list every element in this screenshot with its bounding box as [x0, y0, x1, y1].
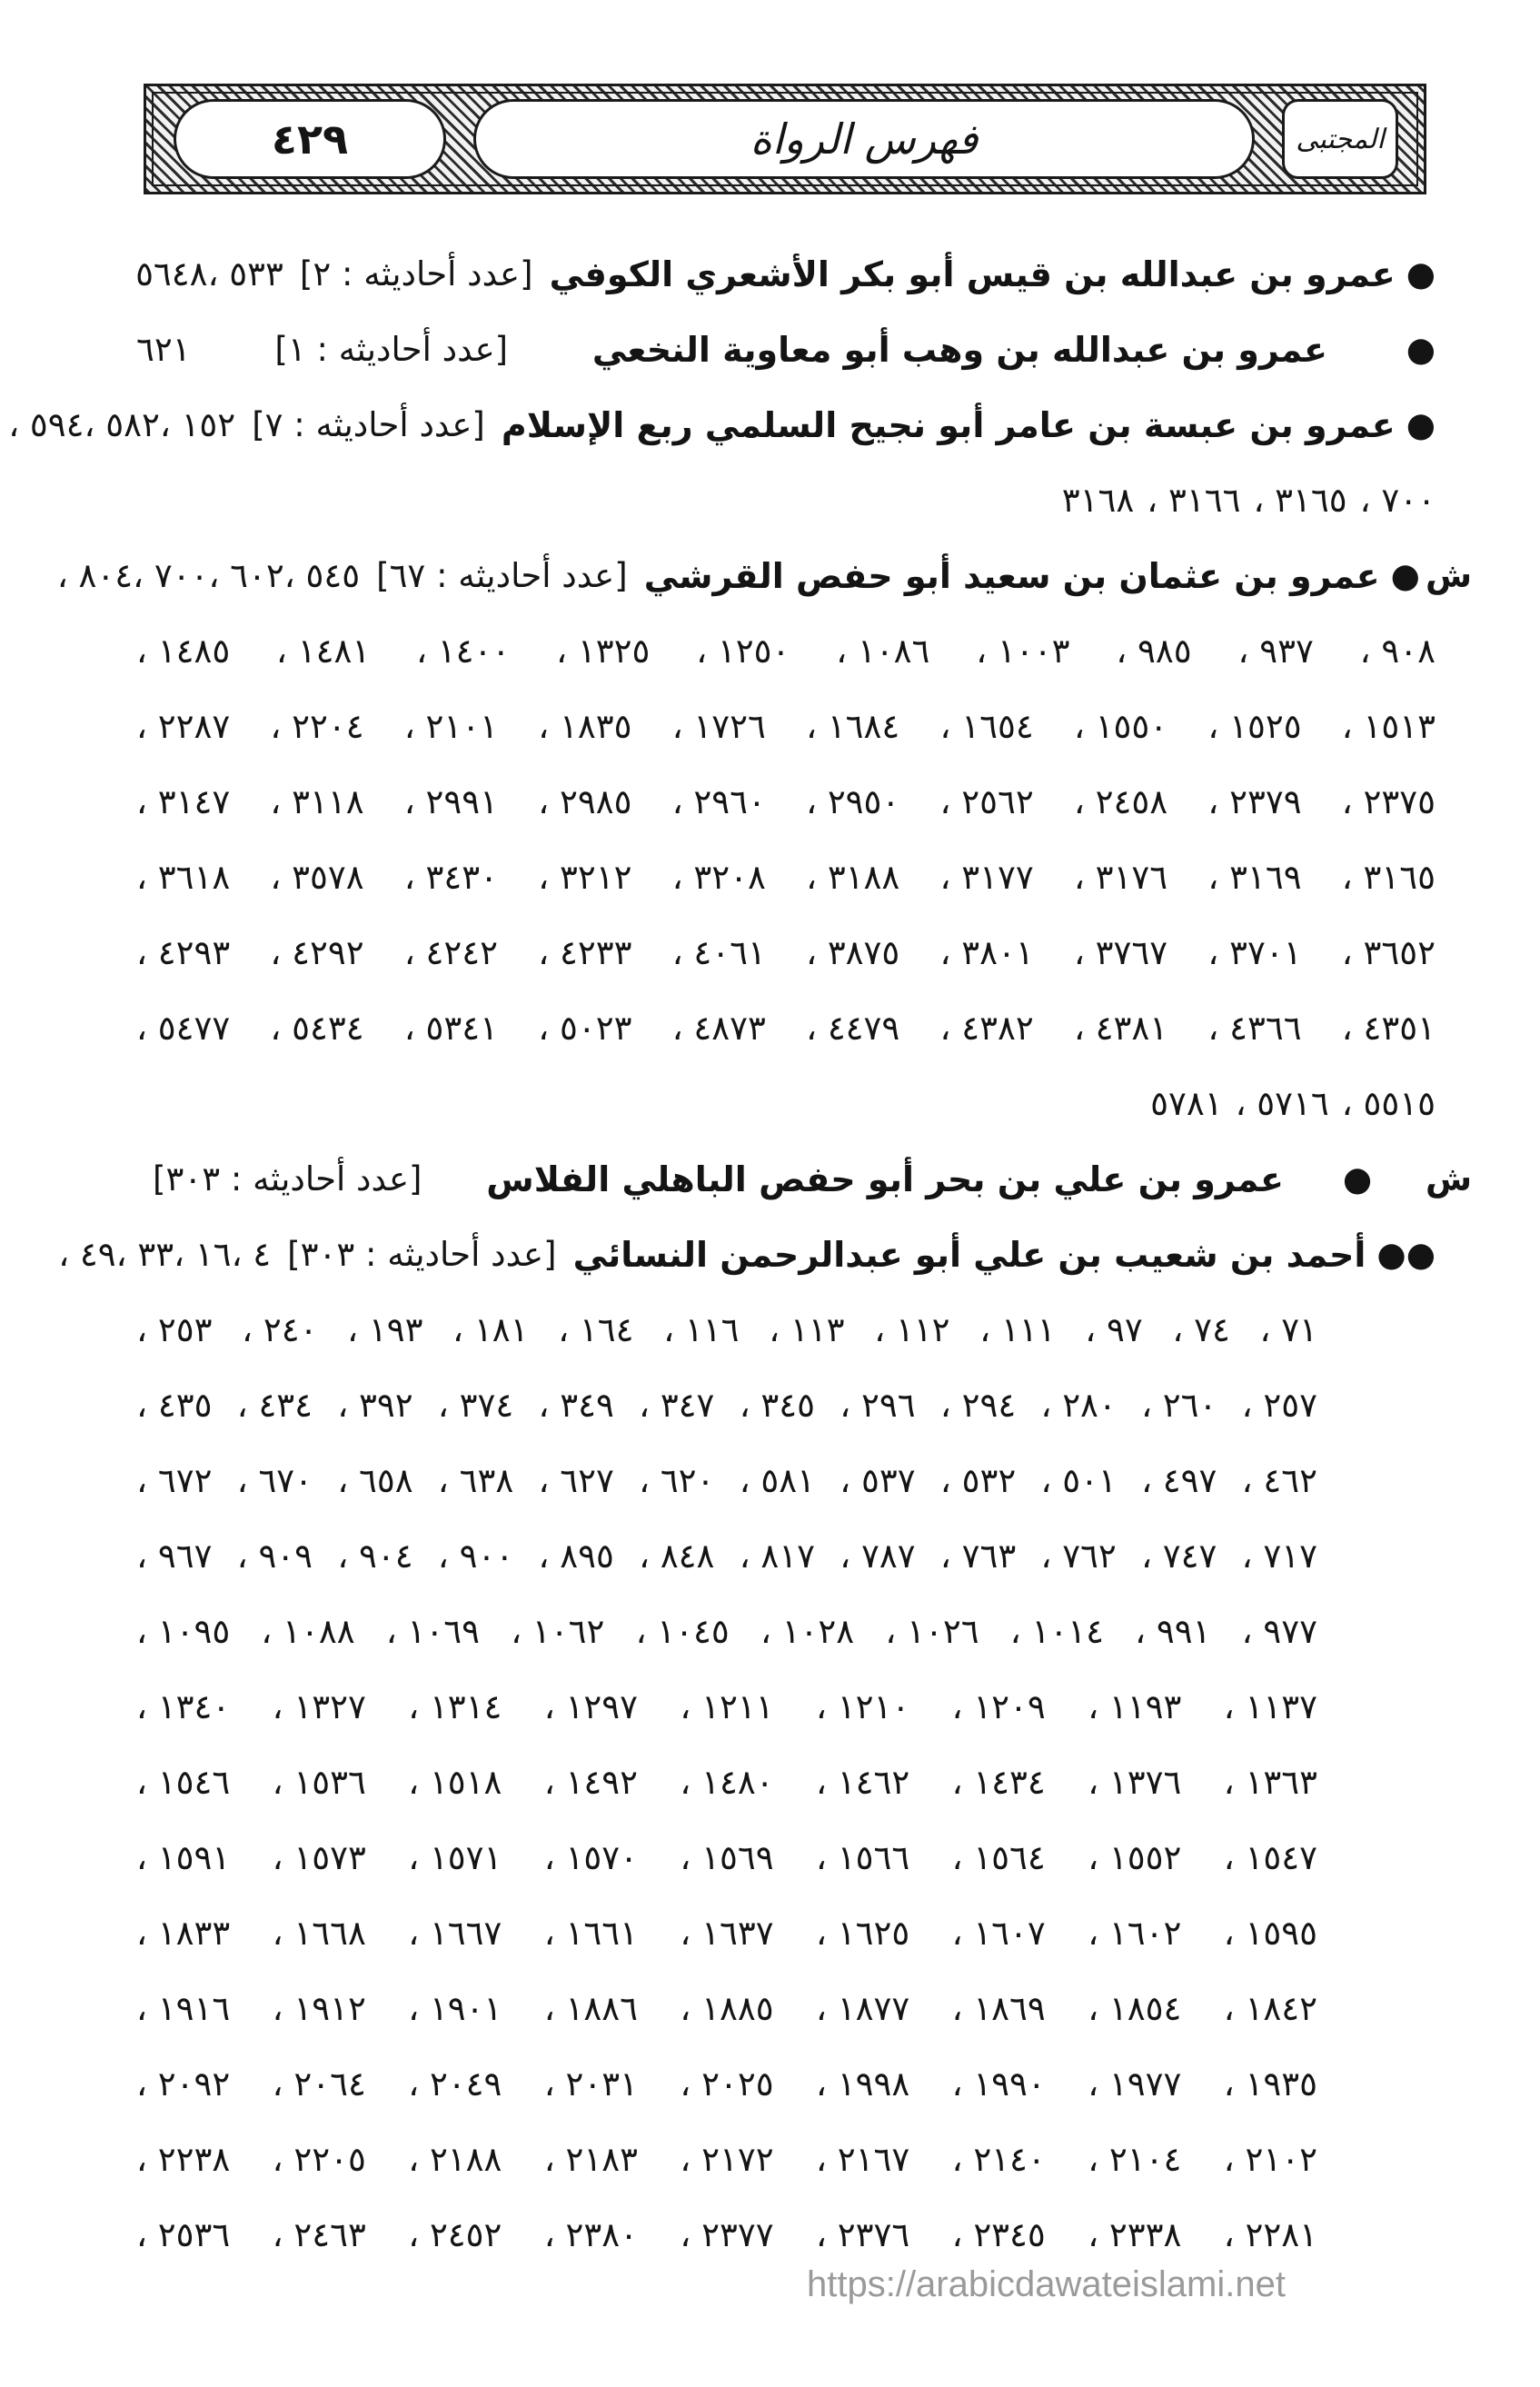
hadith-number: ١٨٨٥ ، [680, 1989, 774, 2028]
hadith-number: ٢٠٦٤ ، [272, 2064, 366, 2104]
hadith-number: ٢٩٨٥ ، [538, 782, 632, 821]
entry-line [56, 538, 1472, 613]
entry-line [58, 1217, 1472, 1292]
hadith-number: ٥٨١ ، [739, 1461, 816, 1500]
hadith-number: ١٤٨٠ ، [680, 1763, 774, 1802]
hadith-number: ١٥١٨ ، [408, 1763, 502, 1802]
hadith-number: ١٩٧٧ ، [1088, 2064, 1182, 2104]
hadith-number: ١٠٩٥ ، [136, 1612, 231, 1651]
hadith-number: ٢٠٤٩ ، [408, 2064, 502, 2104]
hadith-number: ١٠٨٦ ، [836, 632, 930, 671]
hadith-number: ٢٥٣٦ ، [136, 2215, 231, 2254]
entry-line [136, 462, 1472, 538]
hadith-number: ٣١٤٧ ، [136, 782, 231, 821]
entry-line [136, 613, 1472, 689]
hadith-number: ٨٩٥ ، [538, 1537, 614, 1576]
hadith-number: ٣٤٥ ، [739, 1386, 816, 1425]
hadith-number: ٢١٦٧ ، [816, 2140, 910, 2179]
hadith-number: ٦٣٨ ، [437, 1461, 514, 1500]
hadith-number: ١٥٦٦ ، [816, 1838, 910, 1877]
hadith-number: ٣١١٨ ، [270, 782, 364, 821]
hadith-number: ١٥٢٥ ، [1207, 707, 1302, 746]
hadith-number: ٩٧ ، [1085, 1310, 1143, 1349]
entry-line [136, 1594, 1472, 1669]
hadith-number: ٢٤٥٨ ، [1073, 782, 1168, 821]
hadith-number: ٣٩٢ ، [337, 1386, 413, 1425]
hadith-number: ٥٣٤١ ، [403, 1009, 499, 1048]
hadith-number: ٥٧٨١ [1150, 1084, 1223, 1123]
bullet-icon: ●● [1376, 1235, 1436, 1274]
page-number-cartouche [174, 99, 446, 179]
hadith-number: ٢٢٨٧ ، [136, 707, 231, 746]
entry-line [136, 840, 1472, 915]
hadith-number: ١٧٢٦ ، [671, 707, 766, 746]
watermark: https://arabicdawateislami.net [807, 2264, 1286, 2304]
hadith-number: ٢٠٩٢ ، [136, 2064, 231, 2104]
page-number: ٤٢٩ [271, 114, 349, 164]
hadith-number: ١٢٥٠ ، [696, 632, 790, 671]
hadith-number: ٣٦١٨ ، [136, 858, 231, 897]
hadith-number: ٣٧٤ ، [437, 1386, 514, 1425]
index-entry [136, 312, 1472, 387]
hadith-number: ١٠٢٨ ، [760, 1612, 855, 1651]
entry-line [136, 2197, 1472, 2273]
narrator-name: أحمد بن شعيب بن علي أبو عبدالرحمن النسائي [572, 1234, 1366, 1275]
hadith-number: ١٩٣٥ ، [1223, 2064, 1317, 2104]
entry-line [136, 915, 1472, 990]
narrator-name: عمرو بن عثمان بن سعيد أبو حفص القرشي [643, 555, 1380, 596]
entry-line [136, 1669, 1472, 1745]
entry-line [136, 689, 1472, 764]
hadith-number: ١٣٤٠ ، [136, 1687, 231, 1726]
hadith-number: ٢٩٦ ، [840, 1386, 916, 1425]
hadith-number: ١٥٧١ ، [408, 1838, 502, 1877]
hadith-number: ١١٣٧ ، [1223, 1687, 1317, 1726]
hadith-number: ٣١٦٥ ، [1253, 481, 1347, 520]
hadith-number: ١٠٦٢ ، [511, 1612, 605, 1651]
hadith-number: ٩٨٥ ، [1116, 632, 1192, 671]
narrator-name: عمرو بن عبسة بن عامر أبو نجيح السلمي ربع الإسلام [501, 404, 1396, 445]
hadith-number: ١٨١ ، [452, 1310, 529, 1349]
entry-line [136, 990, 1472, 1066]
hadith-number: ١٦٤ ، [558, 1310, 634, 1349]
hadith-number: ١٤٩٢ ، [543, 1763, 639, 1802]
hadith-number: ٢١٠١ ، [403, 707, 499, 746]
hadith-number: ١٤٦٢ ، [816, 1763, 910, 1802]
hadith-number: ٢٥٣ ، [136, 1310, 213, 1349]
index-entry [136, 1141, 1472, 1217]
hadith-number: ١٨٣٣ ، [136, 1914, 231, 1953]
hadith-number: ١٣٢٥ ، [556, 632, 651, 671]
entry-line [136, 1368, 1472, 1443]
hadith-number: ١٢٠٩ ، [951, 1687, 1046, 1726]
hadith-number: ١٤٠٠ ، [416, 632, 511, 671]
hadith-number: ١٤٨١ ، [276, 632, 371, 671]
hadith-number: ١٠٨٨ ، [261, 1612, 355, 1651]
hadith-number: ٢١٧٢ ، [680, 2140, 774, 2179]
hadith-number: ٢٥٦٢ ، [939, 782, 1034, 821]
hadith-number: ٣٧٦٧ ، [1073, 933, 1168, 972]
hadith-number: ٢٤٠ ، [242, 1310, 318, 1349]
hadith-number: ١٣١٤ ، [408, 1687, 502, 1726]
hadith-number: ٨٠٤ ، [56, 556, 134, 595]
hadith-number: ٣٨٧٥ ، [806, 933, 900, 972]
hadith-number: ٣٣ ، [115, 1235, 174, 1274]
hadith-number: ٤٢٩٣ ، [136, 933, 231, 972]
hadith-number: ٢٤٥٢ ، [408, 2215, 502, 2254]
hadith-number: ٢٩٩١ ، [403, 782, 499, 821]
index-entry [58, 1217, 1472, 2273]
hadith-number: ٣٤٧ ، [639, 1386, 715, 1425]
hadith-number: ١٨٨٦ ، [543, 1989, 639, 2028]
entry-line [136, 2046, 1472, 2122]
hadith-number: ٣١٦٦ ، [1147, 481, 1241, 520]
bullet-icon: ● [1406, 405, 1436, 444]
hadith-number: ٦٢١ [136, 330, 191, 369]
hadith-number: ٩٩١ ، [1135, 1612, 1211, 1651]
hadith-number: ٥٠١ ، [1040, 1461, 1117, 1500]
hadith-count: [عدد أحاديثه : ١] [274, 330, 509, 369]
hadith-number: ١٨٣٥ ، [538, 707, 632, 746]
hadith-number: ١٥٢ ، [159, 405, 236, 444]
entry-marker: ش [1425, 1159, 1472, 1198]
hadith-number: ١٩٩٠ ، [951, 2064, 1046, 2104]
hadith-number: ٢٣٨٠ ، [543, 2215, 639, 2254]
hadith-number: ٣١٦٩ ، [1207, 858, 1302, 897]
hadith-number: ١٨٥٤ ، [1088, 1989, 1182, 2028]
hadith-count: [عدد أحاديثه : ٦٧] [376, 556, 628, 595]
entry-line [136, 1066, 1472, 1141]
entry-line [136, 1820, 1472, 1895]
hadith-number: ٥٤٥ ، [283, 556, 361, 595]
hadith-number: ٩٠٨ ، [1359, 632, 1436, 671]
book-logo: المجتبى [1296, 123, 1385, 155]
hadith-number: ١٨٦٩ ، [951, 1989, 1046, 2028]
index-entry [56, 538, 1472, 1141]
hadith-number: ٦٢٧ ، [538, 1461, 614, 1500]
hadith-number: ٨١٧ ، [739, 1537, 816, 1576]
hadith-number: ١٣٢٧ ، [272, 1687, 366, 1726]
hadith-number: ٦٢٠ ، [639, 1461, 715, 1500]
hadith-number: ٣٤٩ ، [538, 1386, 614, 1425]
hadith-number: ٥٣٢ ، [939, 1461, 1017, 1500]
hadith-number: ٦٧٢ ، [136, 1461, 213, 1500]
hadith-number: ٢٤٦٣ ، [272, 2215, 366, 2254]
hadith-number: ٥٥١٥ ، [1341, 1084, 1436, 1123]
hadith-number: ٧٤٧ ، [1141, 1537, 1217, 1576]
hadith-number: ١٤٣٤ ، [951, 1763, 1046, 1802]
hadith-number: ١٦٥٤ ، [939, 707, 1034, 746]
hadith-number: ١١٩٣ ، [1088, 1687, 1182, 1726]
hadith-number: ٧٦٣ ، [939, 1537, 1017, 1576]
hadith-number: ٤٣٨١ ، [1073, 1009, 1168, 1048]
hadith-number: ١٥٤٦ ، [136, 1763, 231, 1802]
hadith-number: ٥٣٧ ، [840, 1461, 916, 1500]
hadith-number: ٥٤٧٧ ، [136, 1009, 231, 1048]
hadith-number: ١٥٥٠ ، [1073, 707, 1168, 746]
hadith-number: ٦٥٨ ، [337, 1461, 413, 1500]
hadith-number: ٢١٨٣ ، [543, 2140, 639, 2179]
narrator-name: عمرو بن عبدالله بن قيس أبو بكر الأشعري الكوفي [549, 254, 1396, 294]
hadith-number: ٣١٧٦ ، [1073, 858, 1168, 897]
entry-line [136, 236, 1472, 312]
hadith-number: ١٥٩١ ، [136, 1838, 231, 1877]
hadith-number: ٣٨٠١ ، [939, 933, 1034, 972]
entry-line [136, 1518, 1472, 1594]
hadith-number: ٦٧٠ ، [236, 1461, 313, 1500]
hadith-number: ١٦٦٨ ، [272, 1914, 366, 1953]
hadith-number: ٣٥٧٨ ، [270, 858, 364, 897]
hadith-number: ٦٠٢ ، [208, 556, 284, 595]
hadith-number: ٤٣٤ ، [236, 1386, 313, 1425]
hadith-number: ١٥٧٣ ، [272, 1838, 366, 1877]
hadith-number: ٧٤ ، [1172, 1310, 1230, 1349]
hadith-number: ٧٠٠ ، [1359, 481, 1436, 520]
hadith-number: ٩٠٩ ، [236, 1537, 313, 1576]
hadith-number: ٢٣٧٩ ، [1207, 782, 1302, 821]
hadith-number: ٤ ، [231, 1235, 272, 1274]
hadith-number: ٢٣٧٥ ، [1341, 782, 1436, 821]
hadith-number: ١٩٩٨ ، [816, 2064, 910, 2104]
hadith-number: ٩٠٠ ، [437, 1537, 514, 1576]
hadith-number: ٢١٤٠ ، [951, 2140, 1046, 2179]
hadith-number: ١٦٦١ ، [543, 1914, 639, 1953]
hadith-number: ٢٥٧ ، [1241, 1386, 1317, 1425]
hadith-number: ١٢١٠ ، [816, 1687, 910, 1726]
hadith-number: ٤٣٥ ، [136, 1386, 213, 1425]
hadith-number: ٢٦٠ ، [1141, 1386, 1217, 1425]
hadith-number: ٤٩٧ ، [1141, 1461, 1217, 1500]
hadith-number: ٢٣٤٥ ، [951, 2215, 1046, 2254]
hadith-count: [عدد أحاديثه : ٣٠٣] [287, 1235, 557, 1274]
hadith-number: ١٦٠٢ ، [1088, 1914, 1182, 1953]
hadith-number: ٢٢٠٤ ، [270, 707, 364, 746]
logo-cartouche [1282, 99, 1398, 179]
hadith-number: ٢٣٣٨ ، [1088, 2215, 1182, 2254]
hadith-number: ٢٨٠ ، [1040, 1386, 1117, 1425]
hadith-number: ٨٤٨ ، [639, 1537, 715, 1576]
hadith-number: ١٥٩٥ ، [1223, 1914, 1317, 1953]
hadith-number: ٧١٧ ، [1241, 1537, 1317, 1576]
hadith-number: ٥٣٣ ، [207, 254, 283, 293]
hadith-number: ٤٣٥١ ، [1341, 1009, 1436, 1048]
hadith-number: ٩٣٧ ، [1237, 632, 1314, 671]
hadith-number: ١٢١١ ، [680, 1687, 774, 1726]
hadith-number: ٤٩ ، [58, 1235, 116, 1274]
hadith-number: ١٨٤٢ ، [1223, 1989, 1317, 2028]
bullet-icon: ● [1406, 330, 1436, 369]
hadith-number: ١٦ ، [174, 1235, 232, 1274]
hadith-number: ٤٠٦١ ، [671, 933, 766, 972]
hadith-number: ١١٣ ، [769, 1310, 845, 1349]
hadith-number: ٥٠٢٣ ، [538, 1009, 632, 1048]
bullet-icon: ● [1390, 556, 1420, 595]
hadith-number: ١٠٦٩ ، [385, 1612, 481, 1651]
entry-line [8, 387, 1472, 462]
hadith-number: ٣٤٣٠ ، [403, 858, 499, 897]
entry-line [136, 1971, 1472, 2046]
hadith-number: ١٩١٦ ، [136, 1989, 231, 2028]
hadith-number: ٥٩٤ ، [8, 405, 84, 444]
hadith-number: ٢٢٨١ ، [1223, 2215, 1317, 2254]
hadith-number: ٢١٨٨ ، [408, 2140, 502, 2179]
hadith-count: [عدد أحاديثه : ٣٠٣] [153, 1159, 422, 1198]
hadith-number: ٣١٦٥ ، [1341, 858, 1436, 897]
hadith-number: ٤٣٨٢ ، [939, 1009, 1034, 1048]
hadith-number: ٢١٠٤ ، [1088, 2140, 1182, 2179]
entry-line [136, 312, 1472, 387]
hadith-number: ٥٧١٦ ، [1235, 1084, 1329, 1123]
entry-marker: ش [1425, 556, 1472, 595]
entry-line [136, 2122, 1472, 2197]
narrators-index [8, 236, 1472, 2273]
hadith-count: [عدد أحاديثه : ٧] [252, 405, 485, 444]
hadith-number: ١٦٢٥ ، [816, 1914, 910, 1953]
hadith-number: ٧٦٢ ، [1040, 1537, 1117, 1576]
hadith-number: ١٩١٢ ، [272, 1989, 366, 2028]
entry-line [136, 1443, 1472, 1518]
page-header [144, 84, 1426, 194]
hadith-number: ١٦٣٧ ، [680, 1914, 774, 1953]
hadith-number: ٢١٠٢ ، [1223, 2140, 1317, 2179]
hadith-number: ٧٠٠ ، [133, 556, 209, 595]
hadith-number: ٣١٧٧ ، [939, 858, 1034, 897]
hadith-number: ١٤٨٥ ، [136, 632, 231, 671]
hadith-count: [عدد أحاديثه : ٢] [299, 254, 533, 293]
entry-line [136, 1745, 1472, 1820]
entry-line [136, 764, 1472, 840]
hadith-number: ١٥٦٤ ، [951, 1838, 1046, 1877]
hadith-number: ١١١ ، [979, 1310, 1056, 1349]
hadith-number: ٤٤٧٩ ، [806, 1009, 900, 1048]
hadith-number: ١٩٣ ، [347, 1310, 423, 1349]
hadith-number: ٢٠٢٥ ، [680, 2064, 774, 2104]
hadith-number: ١٣٧٦ ، [1088, 1763, 1182, 1802]
hadith-number: ١١٢ ، [874, 1310, 950, 1349]
narrator-name: عمرو بن عبدالله بن وهب أبو معاوية النخعي [591, 329, 1327, 370]
hadith-number: ١٠١٤ ، [1009, 1612, 1104, 1651]
hadith-number: ١٥٦٩ ، [680, 1838, 774, 1877]
narrator-name: عمرو بن علي بن بحر أبو حفص الباهلي الفلاس [486, 1159, 1284, 1199]
hadith-number: ٥٦٤٨ [135, 254, 208, 293]
hadith-number: ١٥٤٧ ، [1223, 1838, 1317, 1877]
hadith-number: ٢٣٧٧ ، [680, 2215, 774, 2254]
hadith-number: ٣١٨٨ ، [806, 858, 900, 897]
index-entry [8, 387, 1472, 538]
entry-line [136, 1292, 1472, 1368]
hadith-number: ٩٦٧ ، [136, 1537, 213, 1576]
hadith-number: ٥٤٣٤ ، [270, 1009, 364, 1048]
hadith-number: ١٢٩٧ ، [543, 1687, 639, 1726]
hadith-number: ١٩٠١ ، [408, 1989, 502, 2028]
hadith-number: ١١٦ ، [663, 1310, 740, 1349]
entry-line [136, 1141, 1472, 1217]
hadith-number: ٣٢٠٨ ، [671, 858, 766, 897]
hadith-number: ٧١ ، [1259, 1310, 1317, 1349]
bullet-icon: ● [1342, 1159, 1373, 1198]
title-cartouche [473, 99, 1255, 179]
hadith-number: ٢٣٧٦ ، [816, 2215, 910, 2254]
hadith-number: ١٥٥٢ ، [1088, 1838, 1182, 1877]
hadith-number: ٣١٦٨ [1061, 481, 1135, 520]
hadith-number: ٤٢٣٣ ، [538, 933, 632, 972]
hadith-number: ٧٨٧ ، [840, 1537, 916, 1576]
hadith-number: ١٥١٣ ، [1341, 707, 1436, 746]
hadith-number: ٤٢٤٢ ، [403, 933, 499, 972]
hadith-number: ٢٠٣١ ، [543, 2064, 639, 2104]
hadith-number: ٤٨٧٣ ، [671, 1009, 766, 1048]
hadith-number: ٤٢٩٢ ، [270, 933, 364, 972]
hadith-number: ٤٦٢ ، [1241, 1461, 1317, 1500]
bullet-icon: ● [1406, 254, 1436, 293]
hadith-number: ٣٦٥٢ ، [1341, 933, 1436, 972]
hadith-number: ١٣٦٣ ، [1223, 1763, 1317, 1802]
hadith-number: ١٥٣٦ ، [272, 1763, 366, 1802]
hadith-number: ٩٠٤ ، [337, 1537, 413, 1576]
hadith-number: ١٥٧٠ ، [543, 1838, 639, 1877]
hadith-number: ٢٩٤ ، [939, 1386, 1017, 1425]
hadith-number: ٢٢٠٥ ، [272, 2140, 366, 2179]
hadith-number: ٥٨٢ ، [84, 405, 160, 444]
hadith-number: ١٠٢٦ ، [885, 1612, 979, 1651]
index-entry [136, 236, 1472, 312]
hadith-number: ١٦٠٧ ، [951, 1914, 1046, 1953]
hadith-number: ١٠٠٣ ، [976, 632, 1070, 671]
hadith-number: ٢٩٦٠ ، [671, 782, 766, 821]
hadith-number: ١٠٤٥ ، [635, 1612, 730, 1651]
header-title: فهرس الرواة [750, 114, 979, 164]
hadith-number: ١٦٦٧ ، [408, 1914, 502, 1953]
hadith-number: ٤٣٦٦ ، [1207, 1009, 1302, 1048]
hadith-number: ٢٢٣٨ ، [136, 2140, 231, 2179]
hadith-number: ١٨٧٧ ، [816, 1989, 910, 2028]
hadith-number: ٩٧٧ ، [1241, 1612, 1317, 1651]
hadith-number: ١٦٨٤ ، [806, 707, 900, 746]
hadith-number: ٣٧٠١ ، [1207, 933, 1302, 972]
hadith-number: ٢٩٥٠ ، [806, 782, 900, 821]
hadith-number: ٣٢١٢ ، [538, 858, 632, 897]
entry-line [136, 1895, 1472, 1971]
